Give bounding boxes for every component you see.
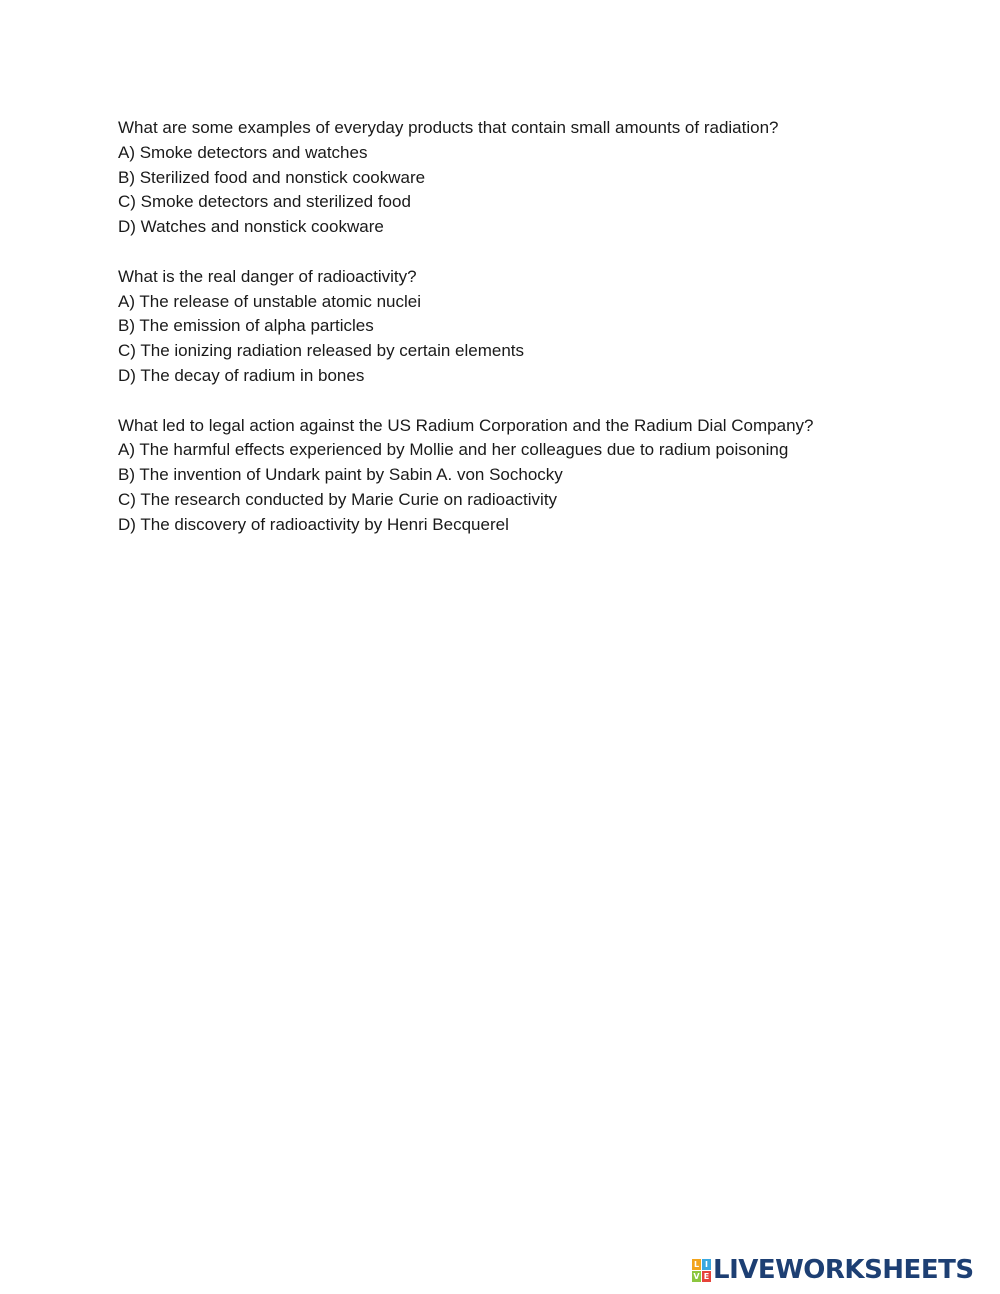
answer-option: B) Sterilized food and nonstick cookware	[118, 167, 426, 187]
answer-option: A) Smoke detectors and watches	[118, 142, 368, 162]
question-text: What led to legal action against the US Radium Corporation and the Radium Dial Company?	[118, 415, 814, 435]
question-text: What are some examples of everyday products that contain small amounts of radiation?	[118, 118, 779, 137]
logo-mark-icon	[692, 1259, 711, 1282]
logo-text: LIVEWORKSHEETS	[713, 1255, 974, 1285]
answer-option: B) The emission of alpha particles	[118, 316, 374, 336]
question-block-2	[118, 265, 978, 389]
answer-option: D) The decay of radium in bones	[118, 365, 365, 385]
logo-mark-letter: I	[702, 1259, 711, 1270]
question-block-1	[118, 116, 978, 240]
question-text: What is the real danger of radioactivity?	[118, 266, 417, 286]
answer-option: C) The research conducted by Marie Curie on radioactivity	[118, 489, 558, 509]
answer-option: A) The harmful effects experienced by Mollie and her colleagues due to radium poisoning	[118, 440, 789, 460]
worksheet-page	[118, 116, 978, 562]
logo-mark-letter: E	[703, 1271, 710, 1281]
answer-option: D) Watches and nonstick cookware	[118, 217, 384, 237]
logo-mark-letter: L	[693, 1259, 700, 1269]
logo-mark-letter: V	[693, 1271, 700, 1281]
answer-option: D) The discovery of radioactivity by Henri Becquerel	[118, 514, 509, 534]
answer-option: B) The invention of Undark paint by Sabin A. von Sochocky	[118, 465, 563, 485]
liveworksheets-logo[interactable]	[692, 1254, 974, 1286]
question-block-3	[118, 414, 978, 538]
answer-option: A) The release of unstable atomic nuclei	[118, 291, 422, 311]
answer-option: C) The ionizing radiation released by certain elements	[118, 341, 525, 361]
answer-option: C) Smoke detectors and sterilized food	[118, 192, 411, 212]
